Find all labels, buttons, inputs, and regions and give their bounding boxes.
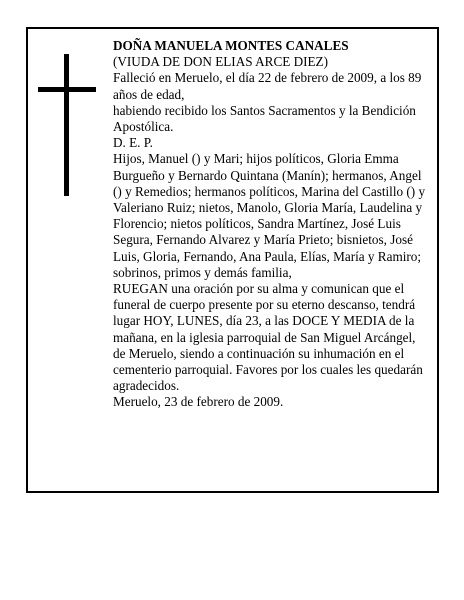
- widow-of: (VIUDA DE DON ELIAS ARCE DIEZ): [113, 54, 329, 70]
- place-date: Meruelo, 23 de febrero de 2009.: [113, 394, 284, 410]
- cross-vertical-bar: [64, 54, 69, 196]
- death-notice: Falleció en Meruelo, el día 22 de febrero de 2009, a los 89 años de edad,: [113, 70, 422, 102]
- family-list: Hijos, Manuel () y Mari; hijos políticos, Gloria Emma Burgueño y Bernardo Quintana (Manín); hermanos, Angel () y Remedios; hermanos políticos, Marina del Castillo () y Valeriano Ruiz; nietos, Manolo, Gloria María, Laudelina y Florencio; nietos políticos, Sandra Martínez, José Luis Segura, Fernando Alvarez y María Prieto; bisnietos, José Luis, Gloria, Fernando, Ana Paula, Elías, María y Ramiro; sobrinos, primos y demás familia,: [113, 151, 426, 280]
- deceased-name: DOÑA MANUELA MONTES CANALES: [113, 38, 349, 53]
- funeral-request: RUEGAN una oración por su alma y comunican que el funeral de cuerpo presente por su eterno descanso, tendrá lugar HOY, LUNES, día 23, a las DOCE Y MEDIA de la mañana, en la iglesia parroquial de San Miguel Arcángel, de Meruelo, siendo a continuación su inhumación en el cementerio parroquial. Favores por los cuales les quedarán agradecidos.: [113, 281, 423, 394]
- obituary-text: [113, 38, 431, 411]
- sacraments-line: habiendo recibido los Santos Sacramentos y la Bendición Apostólica.: [113, 102, 416, 135]
- cross-icon: [38, 54, 96, 196]
- cross-horizontal-bar: [38, 87, 96, 92]
- dep-line: D. E. P.: [113, 135, 153, 151]
